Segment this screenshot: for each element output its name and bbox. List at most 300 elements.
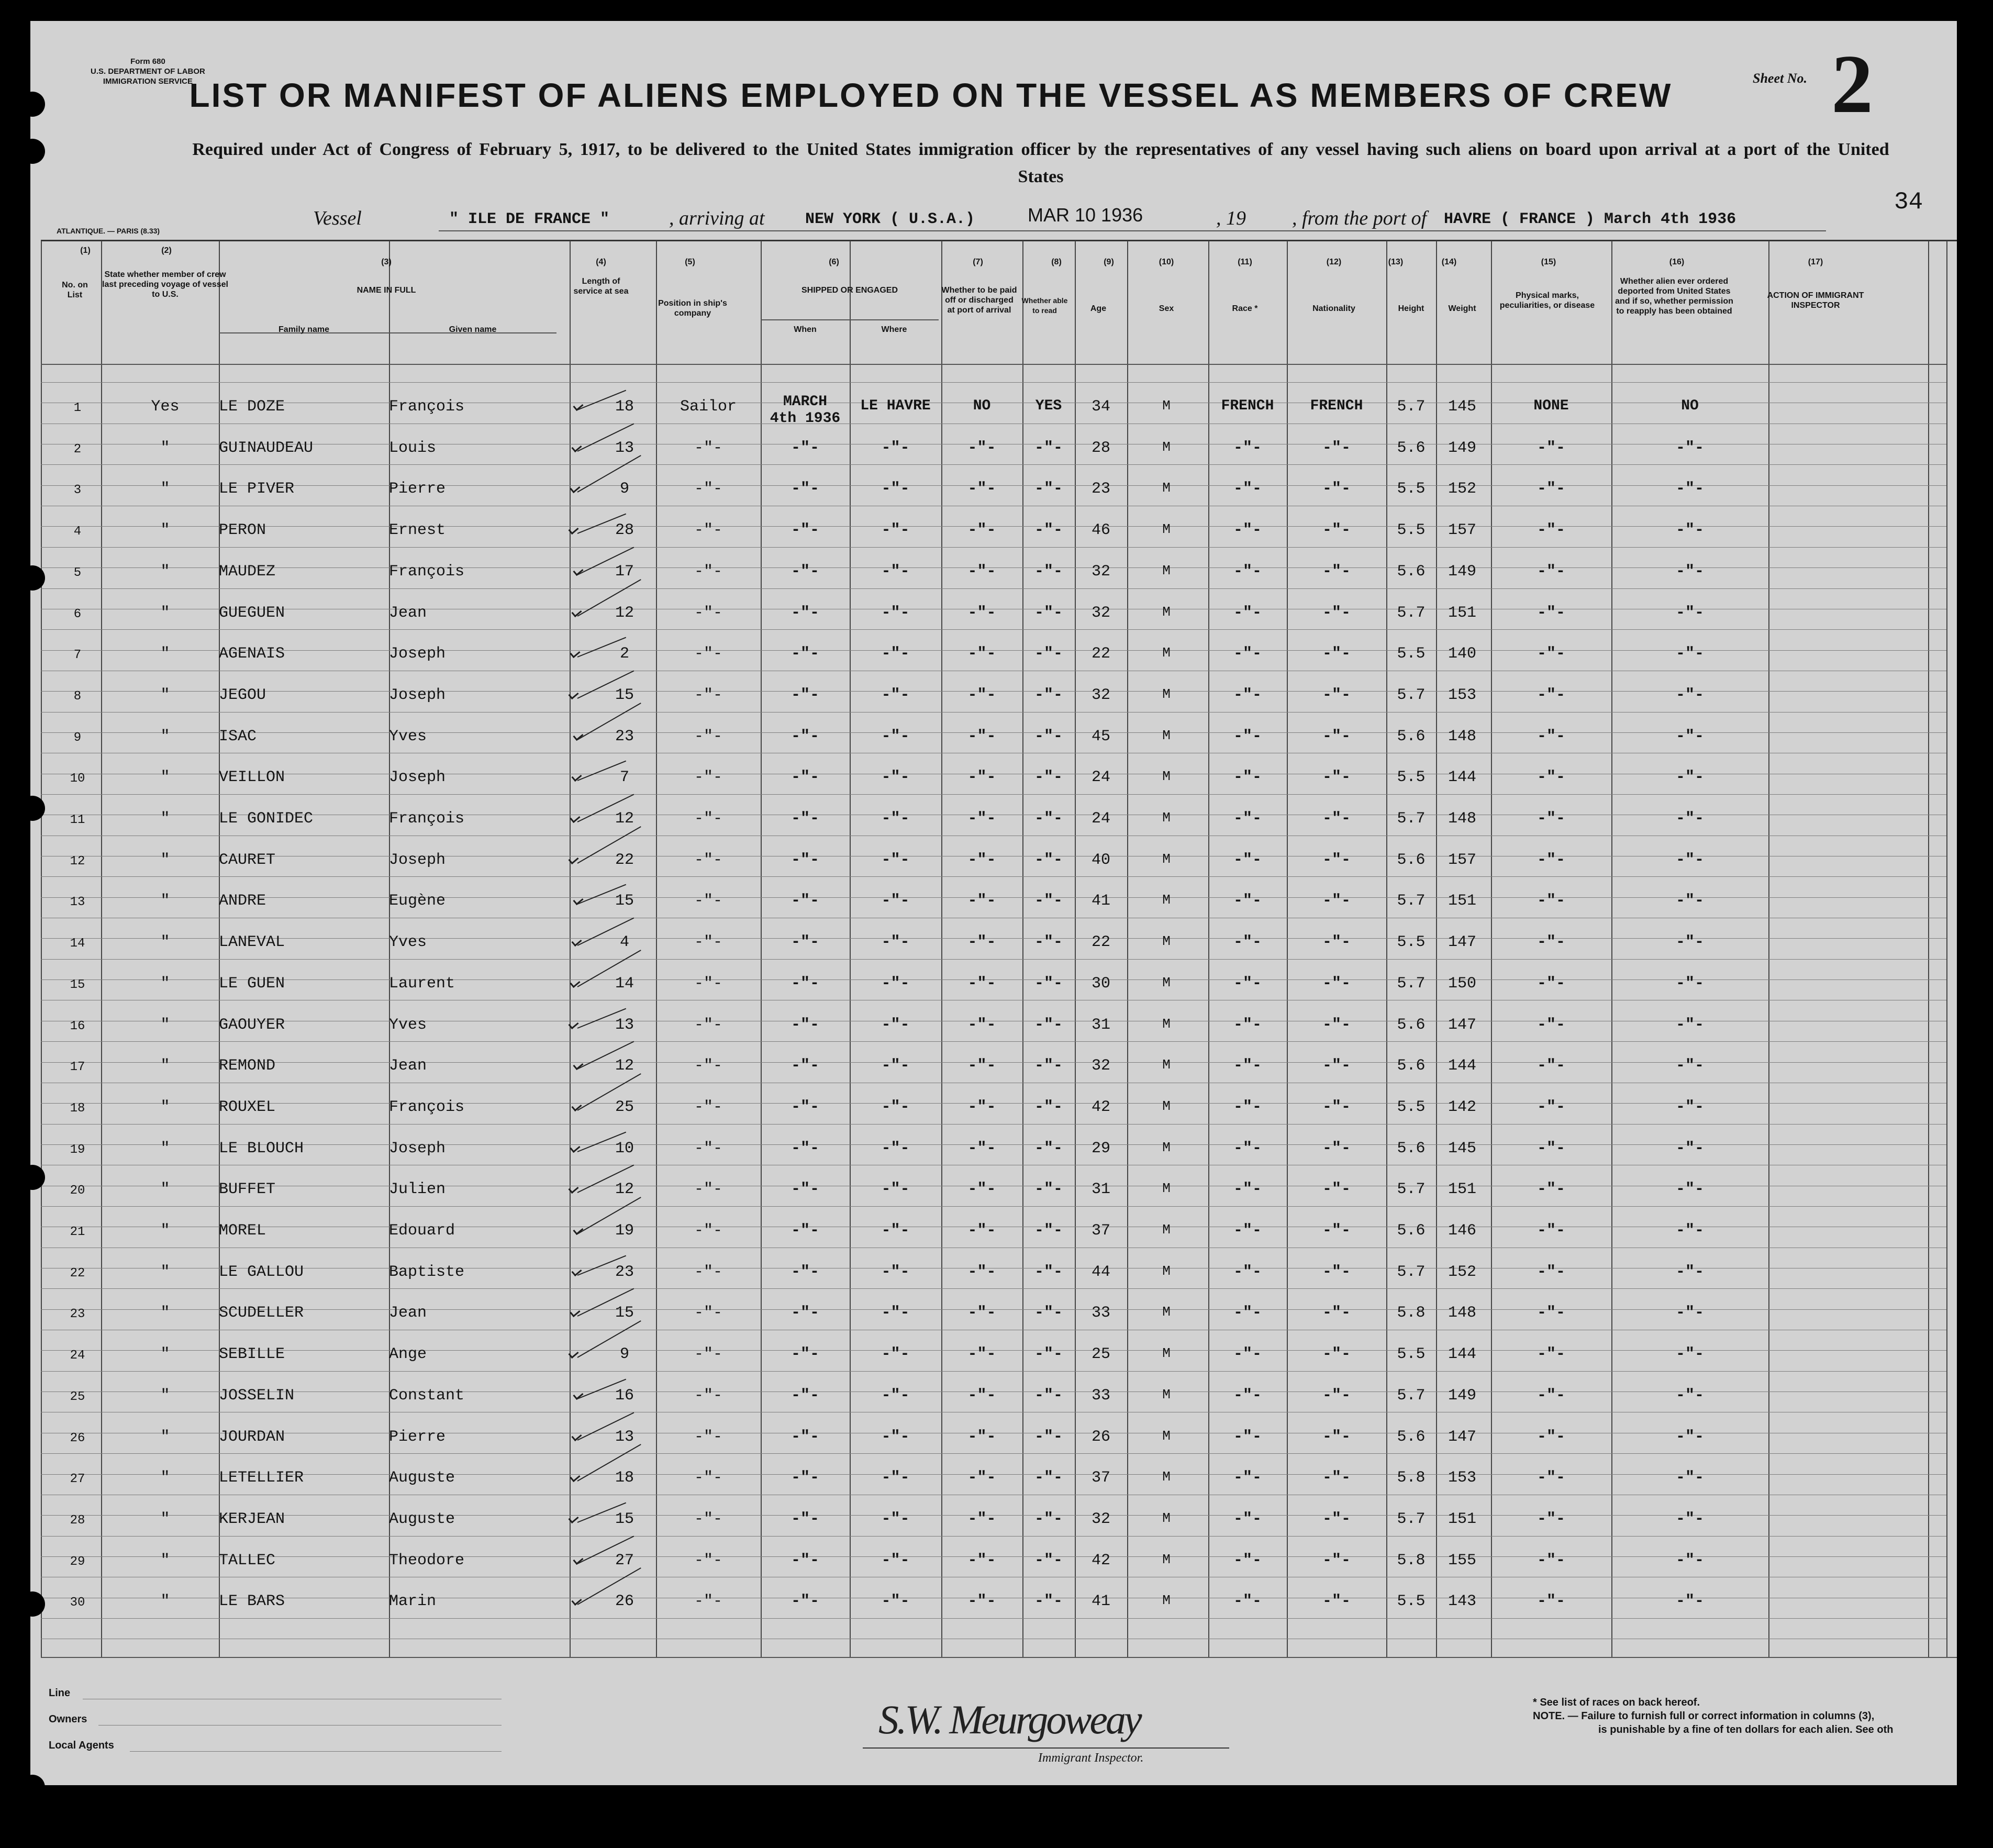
- sex: M: [1162, 1140, 1171, 1155]
- crew-status: ": [160, 851, 170, 869]
- length-of-service: 28: [615, 521, 634, 539]
- age: 32: [1091, 563, 1110, 581]
- nationality: -"-: [1322, 1345, 1351, 1363]
- sex: M: [1162, 1510, 1171, 1526]
- height: 5.8: [1397, 1304, 1426, 1322]
- weight: 144: [1448, 1057, 1476, 1075]
- family-name: AGENAIS: [219, 645, 285, 663]
- race: -"-: [1233, 1345, 1262, 1363]
- ruled-line: [41, 464, 1946, 465]
- age: 29: [1091, 1140, 1110, 1157]
- sex: M: [1162, 1016, 1171, 1032]
- nationality: -"-: [1322, 851, 1351, 869]
- deported-status: -"-: [1675, 728, 1704, 745]
- sex: M: [1162, 810, 1171, 826]
- row-number: 28: [70, 1513, 85, 1528]
- length-of-service: 18: [615, 398, 634, 416]
- crew-status: ": [160, 1387, 170, 1405]
- shipped-where: -"-: [881, 1222, 910, 1240]
- family-name: GUEGUEN: [219, 604, 285, 622]
- able-to-read: -"-: [1034, 1469, 1063, 1487]
- nationality: -"-: [1322, 1222, 1351, 1240]
- family-name: JEGOU: [219, 686, 266, 704]
- race: -"-: [1233, 563, 1262, 581]
- row-number: 7: [73, 648, 82, 662]
- from-port-label: , from the port of: [1292, 207, 1427, 229]
- shipped-where: LE HAVRE: [860, 398, 931, 414]
- row-number: 4: [73, 525, 82, 539]
- age: 22: [1091, 933, 1110, 951]
- paid-off: -"-: [967, 1387, 996, 1405]
- paid-off: -"-: [967, 769, 996, 786]
- age: 33: [1091, 1304, 1110, 1322]
- ship-position: -"-: [694, 1222, 722, 1240]
- header-where: Where: [881, 325, 907, 334]
- family-name: ISAC: [219, 728, 257, 745]
- col-num-3: (3): [381, 258, 392, 266]
- weight: 151: [1448, 892, 1476, 910]
- length-of-service: 23: [615, 1263, 634, 1281]
- shipped-when: -"-: [790, 521, 819, 539]
- age: 42: [1091, 1098, 1110, 1116]
- col-num-7: (7): [973, 258, 983, 266]
- crew-status: ": [160, 480, 170, 498]
- physical-marks: -"-: [1536, 1181, 1565, 1198]
- height: 5.5: [1397, 933, 1426, 951]
- age: 31: [1091, 1181, 1110, 1198]
- weight: 143: [1448, 1593, 1476, 1610]
- age: 32: [1091, 1510, 1110, 1528]
- physical-marks: -"-: [1536, 563, 1565, 581]
- shipped-where: -"-: [881, 851, 910, 869]
- shipped-where: -"-: [881, 769, 910, 786]
- nationality: -"-: [1322, 480, 1351, 498]
- header-deported: Whether alien ever ordered deported from United States and if so, whether permission to reapply has been obtained: [1615, 277, 1733, 316]
- header-bottom-rule: [41, 364, 1946, 365]
- family-name: CAURET: [219, 851, 276, 869]
- age: 33: [1091, 1387, 1110, 1405]
- age: 41: [1091, 1593, 1110, 1610]
- crew-status: ": [160, 1510, 170, 1528]
- shipped-when: -"-: [790, 1345, 819, 1363]
- paid-off: -"-: [967, 851, 996, 869]
- crew-status: ": [160, 439, 170, 457]
- age: 42: [1091, 1552, 1110, 1569]
- ship-position: -"-: [694, 975, 722, 993]
- paid-off: -"-: [967, 892, 996, 910]
- nationality: -"-: [1322, 1304, 1351, 1322]
- shipped-when: -"-: [790, 810, 819, 828]
- weight: 149: [1448, 439, 1476, 457]
- able-to-read: -"-: [1034, 1263, 1063, 1281]
- family-name: JOURDAN: [219, 1428, 285, 1446]
- deported-status: -"-: [1675, 1140, 1704, 1157]
- header-length-of-service: Length of service at sea: [573, 277, 629, 296]
- header-paid-off: Whether to be paid off or discharged at port of arrival: [941, 286, 1017, 315]
- ruled-line: [41, 1288, 1946, 1289]
- sex: M: [1162, 686, 1171, 702]
- given-name: Ernest: [389, 521, 446, 539]
- paid-off: -"-: [967, 563, 996, 581]
- paid-off: -"-: [967, 810, 996, 828]
- header-subrule: [761, 319, 939, 320]
- length-of-service: 12: [615, 604, 634, 622]
- row-number: 1: [73, 401, 82, 415]
- shipped-where: -"-: [881, 1510, 910, 1528]
- height: 5.7: [1397, 686, 1426, 704]
- shipped-when: -"-: [790, 1593, 819, 1610]
- shipped-where: -"-: [881, 604, 910, 622]
- sex: M: [1162, 398, 1171, 414]
- age: 25: [1091, 1345, 1110, 1363]
- physical-marks: -"-: [1536, 728, 1565, 745]
- height: 5.6: [1397, 1140, 1426, 1157]
- given-name: François: [389, 810, 465, 828]
- shipped-when: -"-: [790, 1428, 819, 1446]
- height: 5.6: [1397, 439, 1426, 457]
- race: -"-: [1233, 851, 1262, 869]
- height: 5.6: [1397, 728, 1426, 745]
- crew-status: ": [160, 810, 170, 828]
- col-num-6: (6): [829, 258, 839, 266]
- shipped-when: -"-: [790, 686, 819, 704]
- age: 23: [1091, 480, 1110, 498]
- sex: M: [1162, 1181, 1171, 1196]
- length-of-service: 13: [615, 1428, 634, 1446]
- length-of-service: 26: [615, 1593, 634, 1610]
- sheet-number: 2: [1831, 37, 1873, 130]
- shipped-when: -"-: [790, 439, 819, 457]
- sex: M: [1162, 604, 1171, 620]
- race: -"-: [1233, 1057, 1262, 1075]
- height: 5.5: [1397, 521, 1426, 539]
- height: 5.7: [1397, 1263, 1426, 1281]
- department-name: U.S. DEPARTMENT OF LABOR: [91, 67, 205, 76]
- shipped-where: -"-: [881, 1593, 910, 1610]
- able-to-read: -"-: [1034, 892, 1063, 910]
- family-name: ANDRE: [219, 892, 266, 910]
- race: -"-: [1233, 1469, 1262, 1487]
- row-number: 6: [73, 607, 82, 621]
- shipped-where: -"-: [881, 1057, 910, 1075]
- column-rule: [1768, 241, 1769, 1657]
- shipped-where: -"-: [881, 892, 910, 910]
- sex: M: [1162, 1222, 1171, 1238]
- ruled-line: [41, 547, 1946, 548]
- deported-status: -"-: [1675, 1469, 1704, 1487]
- crew-status: ": [160, 1098, 170, 1116]
- fine-note: is punishable by a fine of ten dollars for each alien. See oth: [1598, 1724, 1894, 1735]
- able-to-read: -"-: [1034, 975, 1063, 993]
- family-name: BUFFET: [219, 1181, 276, 1198]
- height: 5.8: [1397, 1469, 1426, 1487]
- row-number: 17: [70, 1060, 85, 1074]
- able-to-read: -"-: [1034, 933, 1063, 951]
- arriving-port: NEW YORK ( U.S.A.): [805, 210, 975, 228]
- nationality: -"-: [1322, 1593, 1351, 1610]
- able-to-read: -"-: [1034, 1181, 1063, 1198]
- ship-position: -"-: [694, 1428, 722, 1446]
- shipped-where: -"-: [881, 1469, 910, 1487]
- deported-status: -"-: [1675, 1181, 1704, 1198]
- race: -"-: [1233, 769, 1262, 786]
- nationality: -"-: [1322, 686, 1351, 704]
- header-able-to-read: Whether able to read: [1021, 296, 1068, 315]
- ruled-line: [41, 1041, 1946, 1042]
- race: -"-: [1233, 1510, 1262, 1528]
- shipped-where: -"-: [881, 1098, 910, 1116]
- length-of-service: 15: [615, 686, 634, 704]
- length-of-service: 15: [615, 1510, 634, 1528]
- deported-status: -"-: [1675, 686, 1704, 704]
- height: 5.8: [1397, 1552, 1426, 1569]
- shipped-when: -"-: [790, 892, 819, 910]
- ship-position: -"-: [694, 686, 722, 704]
- row-number: 25: [70, 1390, 85, 1404]
- col-num-17: (17): [1808, 258, 1823, 266]
- row-number: 8: [73, 689, 82, 704]
- shipped-where: -"-: [881, 480, 910, 498]
- ship-position: -"-: [694, 933, 722, 951]
- able-to-read: -"-: [1034, 1016, 1063, 1034]
- weight: 149: [1448, 1387, 1476, 1405]
- deported-status: -"-: [1675, 1345, 1704, 1363]
- sex: M: [1162, 851, 1171, 867]
- header-inspector-action: ACTION OF IMMIGRANT INSPECTOR: [1767, 291, 1864, 310]
- height: 5.7: [1397, 810, 1426, 828]
- given-name: Pierre: [389, 480, 446, 498]
- length-of-service: 9: [619, 1345, 629, 1363]
- ship-position: -"-: [694, 521, 722, 539]
- crew-status: ": [160, 1469, 170, 1487]
- deported-status: -"-: [1675, 1428, 1704, 1446]
- able-to-read: YES: [1035, 398, 1062, 414]
- age: 22: [1091, 645, 1110, 663]
- nationality: FRENCH: [1310, 398, 1363, 414]
- length-of-service: 23: [615, 728, 634, 745]
- race: -"-: [1233, 1222, 1262, 1240]
- nationality: -"-: [1322, 769, 1351, 786]
- shipped-when: -"-: [790, 604, 819, 622]
- given-name: Auguste: [389, 1510, 455, 1528]
- ship-position: -"-: [694, 1387, 722, 1405]
- weight: 148: [1448, 1304, 1476, 1322]
- age: 32: [1091, 604, 1110, 622]
- crew-status: ": [160, 1016, 170, 1034]
- header-weight: Weight: [1448, 304, 1476, 313]
- col-num-1: (1): [80, 246, 91, 255]
- deported-status: -"-: [1675, 1222, 1704, 1240]
- deported-status: -"-: [1675, 933, 1704, 951]
- check-mark: [571, 1596, 582, 1606]
- shipped-when: -"-: [790, 480, 819, 498]
- family-name: LE BARS: [219, 1593, 285, 1610]
- header-race: Race *: [1232, 304, 1258, 313]
- ruled-line: [41, 629, 1946, 630]
- given-name: François: [389, 1098, 465, 1116]
- able-to-read: -"-: [1034, 480, 1063, 498]
- given-name: François: [389, 398, 465, 416]
- deported-status: -"-: [1675, 1510, 1704, 1528]
- family-name: VEILLON: [219, 769, 285, 786]
- col-num-14: (14): [1441, 258, 1457, 266]
- able-to-read: -"-: [1034, 769, 1063, 786]
- able-to-read: -"-: [1034, 521, 1063, 539]
- deported-status: -"-: [1675, 439, 1704, 457]
- given-name: Eugène: [389, 892, 446, 910]
- sex: M: [1162, 769, 1171, 784]
- deported-status: -"-: [1675, 1593, 1704, 1610]
- given-name: Marin: [389, 1593, 437, 1610]
- ship-position: -"-: [694, 1181, 722, 1198]
- crew-status: ": [160, 604, 170, 622]
- shipped-where: -"-: [881, 686, 910, 704]
- nationality: -"-: [1322, 1263, 1351, 1281]
- races-note: * See list of races on back hereof.: [1533, 1697, 1700, 1708]
- row-number: 5: [73, 566, 82, 580]
- shipped-where: -"-: [881, 810, 910, 828]
- row-number: 11: [70, 813, 85, 827]
- race: -"-: [1233, 645, 1262, 663]
- given-name: Joseph: [389, 645, 446, 663]
- crew-status: ": [160, 1140, 170, 1157]
- ruled-line: [41, 876, 1946, 877]
- shipped-when: -"-: [790, 1098, 819, 1116]
- failure-note: NOTE. — Failure to furnish full or correct information in columns (3),: [1533, 1710, 1875, 1722]
- nationality: -"-: [1322, 645, 1351, 663]
- race: -"-: [1233, 892, 1262, 910]
- given-name: Joseph: [389, 769, 446, 786]
- height: 5.5: [1397, 769, 1426, 786]
- inspector-caption: Immigrant Inspector.: [1038, 1751, 1144, 1765]
- paid-off: -"-: [967, 645, 996, 663]
- ship-position: Sailor: [680, 398, 737, 416]
- height: 5.7: [1397, 1510, 1426, 1528]
- race: -"-: [1233, 1428, 1262, 1446]
- shipped-when: -"-: [790, 933, 819, 951]
- row-number: 15: [70, 978, 85, 992]
- col-num-16: (16): [1669, 258, 1685, 266]
- ship-position: -"-: [694, 604, 722, 622]
- given-name: Pierre: [389, 1428, 446, 1446]
- able-to-read: -"-: [1034, 563, 1063, 581]
- given-name: Auguste: [389, 1469, 455, 1487]
- age: 28: [1091, 439, 1110, 457]
- manifest-sheet: [30, 21, 1957, 1785]
- length-of-service: 13: [615, 439, 634, 457]
- shipped-where: -"-: [881, 1016, 910, 1034]
- shipped-where: -"-: [881, 1345, 910, 1363]
- physical-marks: -"-: [1536, 769, 1565, 786]
- age: 24: [1091, 769, 1110, 786]
- form-number: Form 680: [130, 57, 165, 66]
- shipped-when: -"-: [790, 1016, 819, 1034]
- physical-marks: -"-: [1536, 851, 1565, 869]
- family-name: SCUDELLER: [219, 1304, 304, 1322]
- given-name: Ange: [389, 1345, 427, 1363]
- height: 5.5: [1397, 645, 1426, 663]
- ship-position: -"-: [694, 728, 722, 745]
- height: 5.6: [1397, 1016, 1426, 1034]
- age: 44: [1091, 1263, 1110, 1281]
- family-name: GAOUYER: [219, 1016, 285, 1034]
- footer-line-label: Line: [49, 1687, 71, 1699]
- length-of-service: 18: [615, 1469, 634, 1487]
- row-number: 23: [70, 1307, 85, 1321]
- length-of-service: 22: [615, 851, 634, 869]
- able-to-read: -"-: [1034, 810, 1063, 828]
- family-name: REMOND: [219, 1057, 276, 1075]
- deported-status: -"-: [1675, 1057, 1704, 1075]
- race: -"-: [1233, 1016, 1262, 1034]
- col-num-2: (2): [161, 246, 172, 255]
- crew-status: ": [160, 892, 170, 910]
- able-to-read: -"-: [1034, 1098, 1063, 1116]
- shipped-when: -"-: [790, 769, 819, 786]
- sex: M: [1162, 1057, 1171, 1073]
- height: 5.6: [1397, 1222, 1426, 1240]
- able-to-read: -"-: [1034, 1057, 1063, 1075]
- height: 5.5: [1397, 1593, 1426, 1610]
- paid-off: -"-: [967, 1552, 996, 1569]
- length-of-service: 2: [619, 645, 629, 663]
- shipped-when: -"-: [790, 1181, 819, 1198]
- family-name: LE GONIDEC: [219, 810, 314, 828]
- shipped-when: -"-: [790, 975, 819, 993]
- shipped-where: -"-: [881, 563, 910, 581]
- physical-marks: -"-: [1536, 1510, 1565, 1528]
- sex: M: [1162, 1098, 1171, 1114]
- crew-status: ": [160, 1345, 170, 1363]
- vessel-name: " ILE DE FRANCE ": [449, 210, 610, 228]
- header-nationality: Nationality: [1312, 304, 1355, 313]
- height: 5.6: [1397, 1057, 1426, 1075]
- row-number: 22: [70, 1266, 85, 1281]
- height: 5.6: [1397, 563, 1426, 581]
- shipped-when: -"-: [790, 1387, 819, 1405]
- footer-agents-rule: [130, 1751, 502, 1752]
- col-num-10: (10): [1159, 258, 1174, 266]
- header-sex: Sex: [1159, 304, 1174, 313]
- shipped-where: -"-: [881, 1263, 910, 1281]
- paid-off: -"-: [967, 1222, 996, 1240]
- ship-position: -"-: [694, 851, 722, 869]
- physical-marks: -"-: [1536, 1140, 1565, 1157]
- weight: 144: [1448, 1345, 1476, 1363]
- ruled-line: [41, 1453, 1946, 1454]
- shipped-where: -"-: [881, 1428, 910, 1446]
- able-to-read: -"-: [1034, 1345, 1063, 1363]
- nationality: -"-: [1322, 1098, 1351, 1116]
- sex: M: [1162, 1552, 1171, 1567]
- physical-marks: -"-: [1536, 975, 1565, 993]
- row-number: 18: [70, 1101, 85, 1116]
- age: 46: [1091, 521, 1110, 539]
- race: -"-: [1233, 1181, 1262, 1198]
- row-number: 21: [70, 1225, 85, 1239]
- inspector-signature: S.W. Meurgoweay: [878, 1697, 1140, 1742]
- crew-status: ": [160, 975, 170, 993]
- column-rule: [41, 241, 42, 1657]
- height: 5.7: [1397, 1387, 1426, 1405]
- sex: M: [1162, 1304, 1171, 1320]
- age: 37: [1091, 1469, 1110, 1487]
- col-num-9: (9): [1104, 258, 1114, 266]
- family-name: LE GUEN: [219, 975, 285, 993]
- race: -"-: [1233, 933, 1262, 951]
- able-to-read: -"-: [1034, 728, 1063, 745]
- age: 32: [1091, 686, 1110, 704]
